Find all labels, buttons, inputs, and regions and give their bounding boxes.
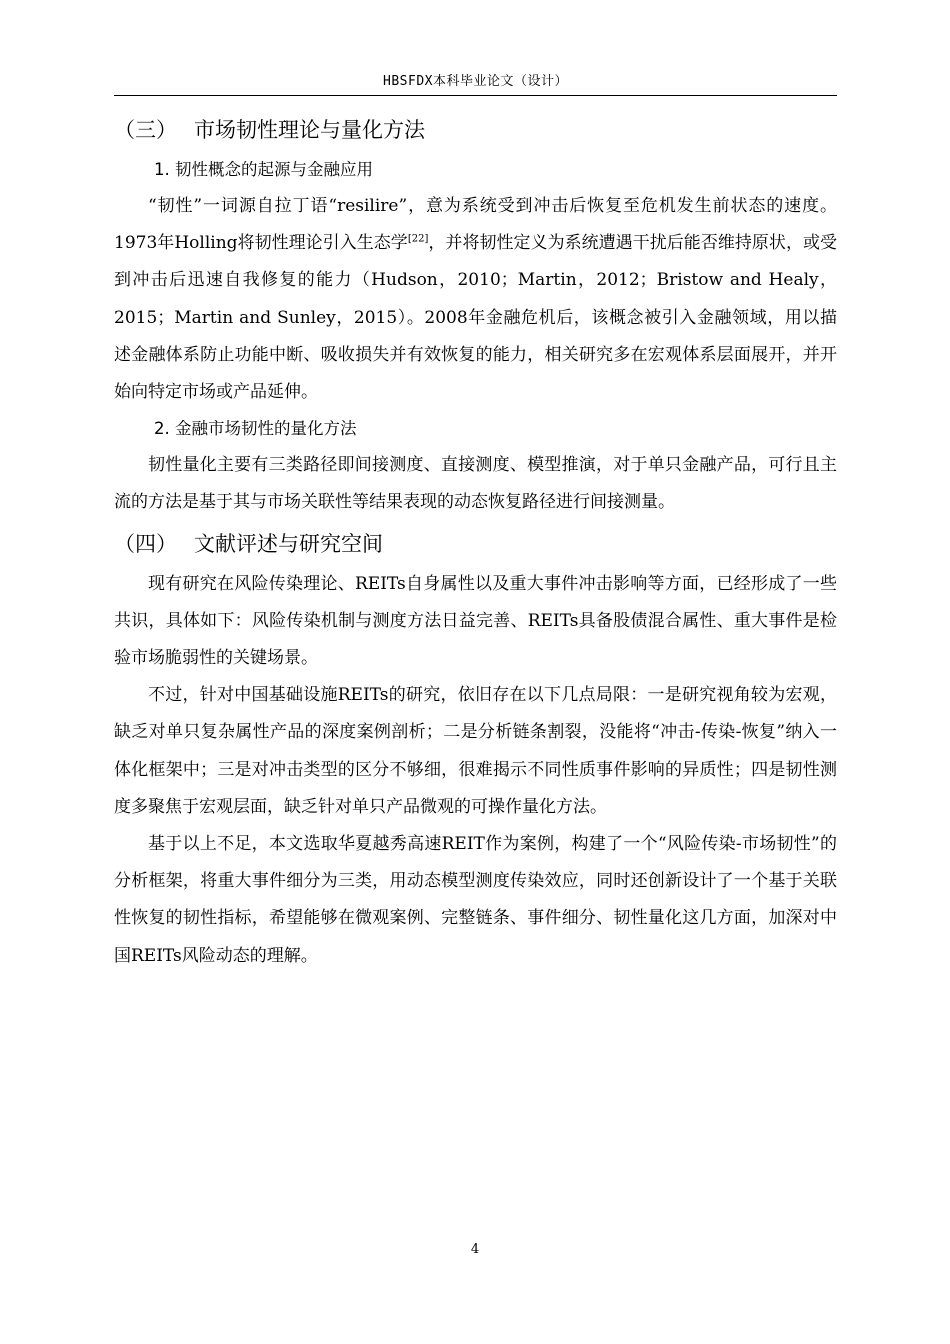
header-divider bbox=[114, 95, 837, 96]
subsection-heading-2: 2. 金融市场韧性的量化方法 bbox=[154, 419, 357, 439]
running-header: HBSFDX本科毕业论文（设计） bbox=[383, 74, 568, 89]
section-title: 市场韧性理论与量化方法 bbox=[194, 118, 425, 142]
paragraph-text: ，并将韧性定义为系统遭遇干扰后能否维持原状，或受到冲击后迅速自我修复的能力（Hudson，2010；Martin，2012；Bristow and Healy，2015；Martin and Sunley，2015）。2008年金融危机后，该概念被引入金融领域，用以描述金融体系防止功能中断、吸收损失并有效恢复的能力，相关研究多在宏观体系层面展开，并开始向特定市场或产品延伸。 bbox=[114, 233, 838, 403]
section-number: （三） bbox=[114, 118, 177, 142]
section-number: （四） bbox=[114, 531, 177, 556]
section-title: 文献评述与研究空间 bbox=[194, 531, 383, 556]
paragraph-text: “韧性”一词源自拉丁语“resilire”，意为系统受到冲击后恢复至危机发生前状态的速度。1973年Holling将韧性理论引入生态学 bbox=[114, 196, 837, 254]
paragraph-consensus: 现有研究在风险传染理论、REITs自身属性以及重大事件冲击影响等方面，已经形成了一些共识，具体如下：风险传染机制与测度方法日益完善、REITs具备股债混合属性、重大事件是检验市场脆弱性的关键场景。 bbox=[114, 573, 837, 669]
paragraph-limitations: 不过，针对中国基础设施REITs的研究，依旧存在以下几点局限：一是研究视角较为宏观，缺乏对单只复杂属性产品的深度案例剖析；二是分析链条割裂，没能将“冲击-传染-恢复”纳入一体化框架中；三是对冲击类型的区分不够细，很难揭示不同性质事件影响的异质性；四是韧性测度多聚焦于宏观层面，缺乏针对单只产品微观的可操作量化方法。 bbox=[114, 685, 837, 817]
paragraph-resilience-origin bbox=[114, 188, 837, 411]
paragraph-quantification: 韧性量化主要有三类路径即间接测度、直接测度、模型推演，对于单只金融产品，可行且主流的方法是基于其与市场关联性等结果表现的动态恢复路径进行间接测量。 bbox=[114, 455, 837, 513]
subsection-heading-1: 1. 韧性概念的起源与金融应用 bbox=[154, 160, 373, 179]
citation-reference: [22] bbox=[407, 233, 429, 245]
section-heading-4 bbox=[114, 522, 837, 566]
paragraph-contribution: 基于以上不足，本文选取华夏越秀高速REIT作为案例，构建了一个“风险传染-市场韧性”的分析框架，将重大事件细分为三类，用动态模型测度传染效应，同时还创新设计了一个基于关联性恢复的韧性指标，希望能够在微观案例、完整链条、事件细分、韧性量化这几方面，加深对中国REITs风险动态的理解。 bbox=[114, 834, 837, 966]
section-heading-3 bbox=[114, 108, 837, 152]
page-number: 4 bbox=[470, 1242, 480, 1257]
page-body bbox=[114, 108, 837, 975]
